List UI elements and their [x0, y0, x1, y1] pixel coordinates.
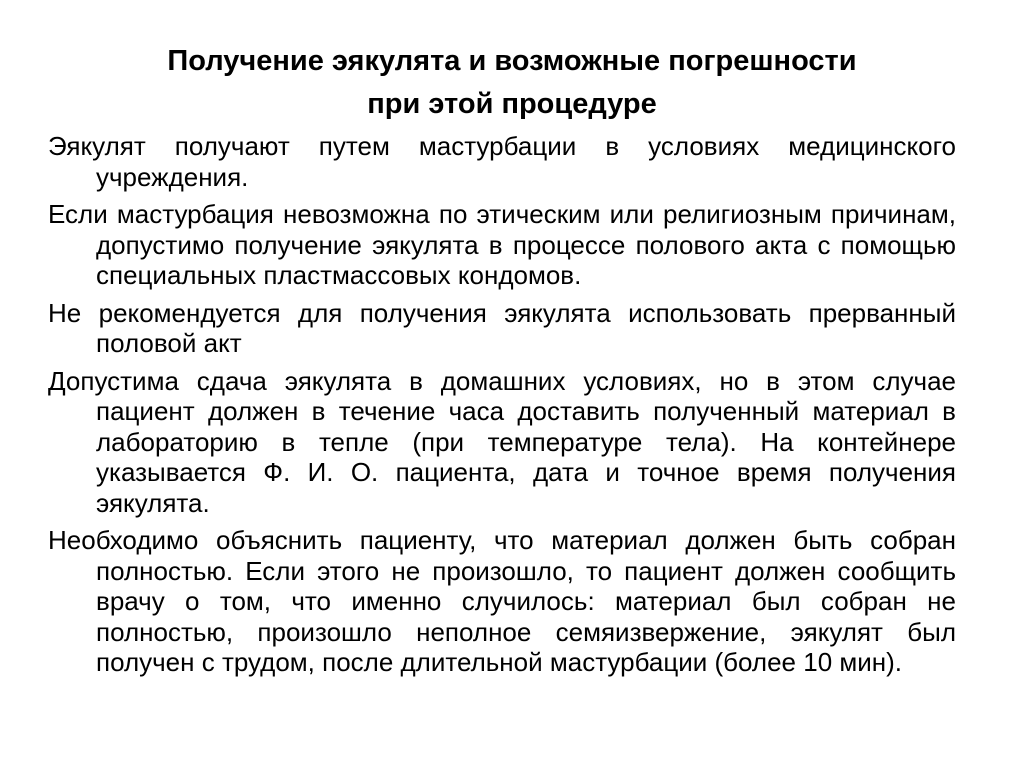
paragraph-home-collection: Допустима сдача эякулята в домашних условиях, но в этом случае пациент должен в течение часа доставить полученный материал в лабораторию в тепле (при температуре тела). На контейнере указывается Ф. И. О. пациента, дата и точное время получения эякулята.	[48, 365, 956, 518]
paragraph-masturbation: Эякулят получают путем мастурбации в условиях медицинского учреждения.	[48, 131, 956, 192]
slide-title-line-1: Получение эякулята и возможные погрешности	[167, 45, 857, 77]
paragraph-condom: Если мастурбация невозможна по этическим или религиозным причинам, допустимо получение эякулята в процессе полового акта с помощью специальных пластмассовых кондомов.	[48, 199, 956, 290]
slide-title	[0, 40, 1024, 126]
slide-body	[48, 131, 956, 685]
paragraph-not-recommended: Не рекомендуется для получения эякулята использовать прерванный половой акт	[48, 297, 956, 358]
paragraph-patient-explanation: Необходимо объяснить пациенту, что материал должен быть собран полностью. Если этого не произошло, то пациент должен сообщить врачу о том, что именно случилось: материал был собран не полностью, произошло неполное семяизвержение, эякулят был получен с трудом, после длительной мастурбации (более 10 мин).	[48, 525, 956, 677]
slide-title-line-2: при этой процедуре	[367, 88, 657, 120]
